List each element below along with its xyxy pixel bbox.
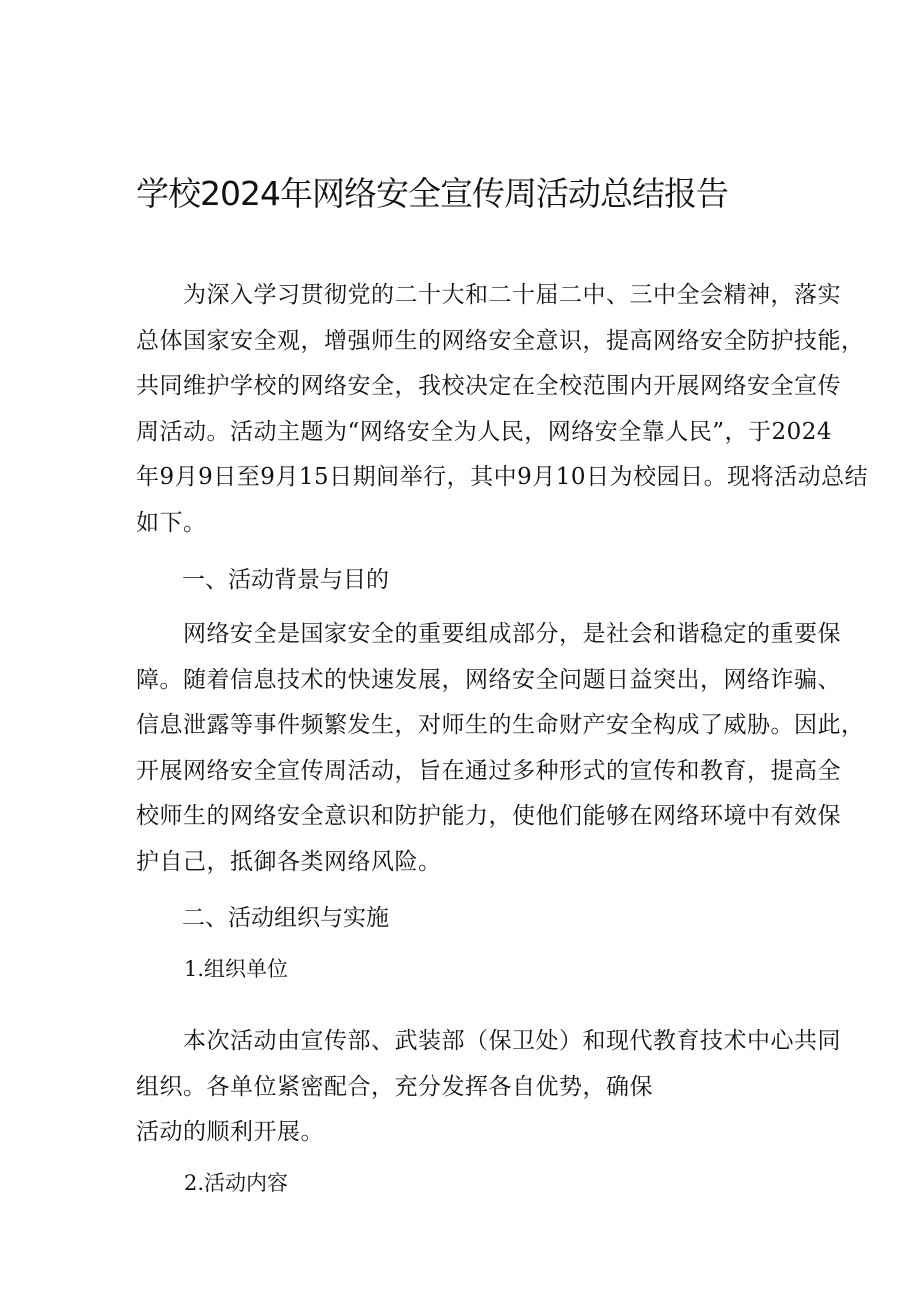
paragraph-line: 本次活动由宣传部、武装部（保卫处）和现代教育技术中心共同	[136, 1028, 841, 1054]
paragraph-line: 开展网络安全宣传周活动，旨在通过多种形式的宣传和教育，提高全	[136, 757, 841, 784]
paragraph-line: 共同维护学校的网络安全，我校决定在全校范围内开展网络安全宣传	[136, 373, 841, 399]
paragraph-line: 护自己，抵御各类网络风险。	[136, 848, 442, 875]
paragraph-line: 总体国家安全观，增强师生的网络安全意识，提高网络安全防护技能，	[136, 327, 865, 354]
organizers-paragraph	[136, 1019, 841, 1156]
paragraph-line: 校师生的网络安全意识和防护能力，使他们能够在网络环境中有效保	[136, 803, 841, 829]
document-title: 学校2024年网络安全宣传周活动总结报告	[136, 174, 728, 213]
paragraph-line: 组织。各单位紧密配合，充分发挥各自优势，确保	[136, 1073, 653, 1100]
paragraph-line: 周活动。活动主题为“网络安全为人民，网络安全靠人民”，于2024	[136, 418, 833, 445]
section-heading-organization: 二、活动组织与实施	[182, 905, 389, 931]
section-heading-background: 一、活动背景与目的	[182, 567, 389, 593]
paragraph-line: 如下。	[136, 509, 207, 536]
intro-paragraph	[136, 273, 869, 546]
paragraph-line: 为深入学习贯彻党的二十大和二十届二中、三中全会精神，落实	[136, 282, 841, 308]
paragraph-line: 年9月9日至9月15日期间举行，其中9月10日为校园日。现将活动总结	[136, 464, 869, 490]
paragraph-line: 信息泄露等事件频繁发生，对师生的生命财产安全构成了威胁。因此，	[136, 712, 865, 738]
subheading-activities: 2.活动内容	[184, 1171, 289, 1195]
paragraph-line: 障。随着信息技术的快速发展，网络安全问题日益突出，网络诈骗、	[136, 666, 841, 693]
background-paragraph	[136, 612, 865, 885]
paragraph-line: 活动的顺利开展。	[136, 1119, 324, 1145]
subheading-organizers: 1.组织单位	[184, 957, 289, 981]
paragraph-line: 网络安全是国家安全的重要组成部分，是社会和谐稳定的重要保	[136, 621, 841, 647]
